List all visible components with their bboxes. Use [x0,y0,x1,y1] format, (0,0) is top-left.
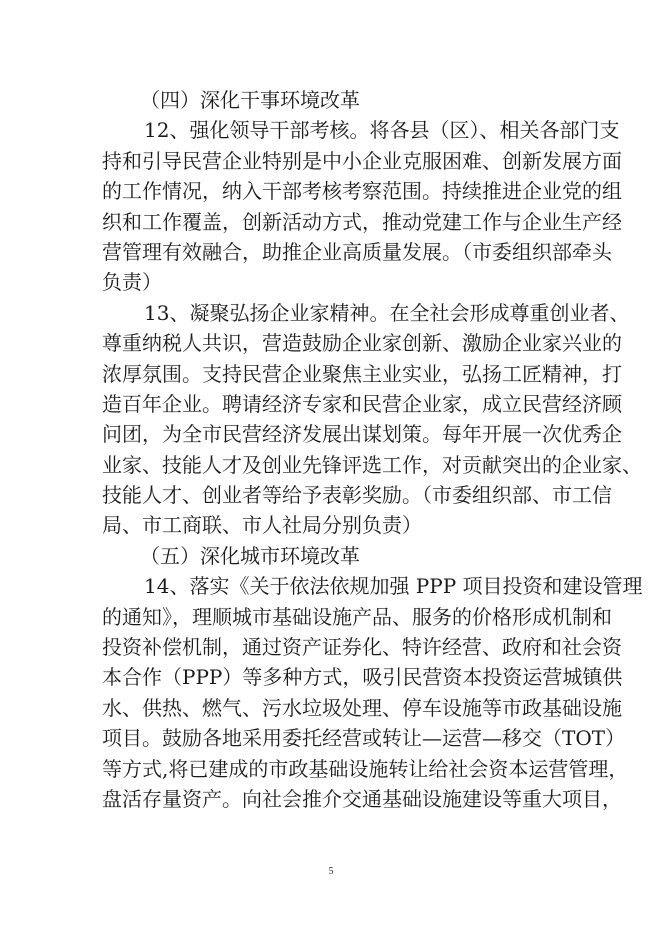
paragraph-line: 13、凝聚弘扬企业家精神。在全社会形成尊重创业者、 [144,300,630,325]
paragraph-line: 营管理有效融合，助推企业高质量发展。（市委组织部牵头 [102,239,612,264]
paragraph-line: 问团，为全市民营经济发展出谋划策。每年开展一次优秀企 [102,422,622,447]
document-body [102,85,643,814]
paragraph-item-12 [102,115,622,297]
paragraph-line: 的工作情况，纳入干部考核考察范围。持续推进企业党的组 [102,179,622,204]
paragraph-line: 12、强化领导干部考核。将各县（区）、相关各部门支 [144,118,620,143]
paragraph-line: 持和引导民营企业特别是中小企业克服困难、创新发展方面 [102,148,622,173]
paragraph-item-14 [102,571,643,814]
paragraph-item-13 [102,298,642,541]
paragraph-line: 负责） [102,270,162,295]
paragraph-line: 的通知》，理顺城市基础设施产品、服务的价格形成机制和 [102,604,612,629]
paragraph-line: 尊重纳税人共识，营造鼓励企业家创新、激励企业家兴业的 [102,331,622,356]
paragraph-line: 盘活存量资产。向社会推介交通基础设施建设等重大项目， [102,786,622,811]
paragraph-line: 投资补偿机制，通过资产证券化、特许经营、政府和社会资 [102,635,622,660]
paragraph-line: 局、市工商联、市人社局分别负责） [102,513,422,538]
paragraph-line: 织和工作覆盖，创新活动方式，推动党建工作与企业生产经 [102,209,622,234]
paragraph-line: 浓厚氛围。支持民营企业聚焦主业实业，弘扬工匠精神，打 [102,361,622,386]
paragraph-line: 等方式,将已建成的市政基础设施转让给社会资本运营管理， [102,756,629,781]
paragraph-line: 14、落实《关于依法依规加强 PPP 项目投资和建设管理 [144,574,643,599]
section-heading-4: （四）深化干事环境改革 [140,88,360,112]
section-heading-5: （五）深化城市环境改革 [140,543,360,568]
paragraph-line: 业家、技能人才及创业先锋评选工作，对贡献突出的企业家、 [102,452,642,477]
paragraph-line: 水、供热、燃气、污水垃圾处理、停车设施等市政基础设施 [102,695,622,720]
paragraph-line: 本合作（PPP）等多种方式，吸引民营资本投资运营城镇供 [102,665,623,690]
paragraph-line: 技能人才、创业者等给予表彰奖励。（市委组织部、市工信 [102,483,612,508]
page-number: 5 [328,866,334,877]
paragraph-line: 造百年企业。聘请经济专家和民营企业家，成立民营经济顾 [102,391,622,416]
paragraph-line: 项目。鼓励各地采用委托经营或转让—运营—移交（TOT） [102,726,626,751]
